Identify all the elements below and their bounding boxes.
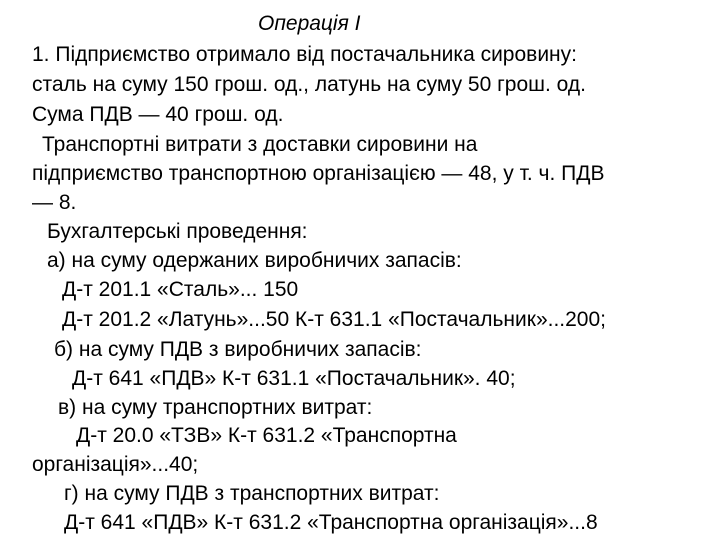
- text-line-16: г) на суму ПДВ з транспортних витрат:: [64, 482, 440, 505]
- text-line-15: організація»...40;: [32, 453, 199, 476]
- text-line-3: Сума ПДВ — 40 грош. од.: [32, 103, 284, 126]
- text-line-2: сталь на суму 150 грош. од., латунь на суму 50 грош. од.: [32, 73, 586, 96]
- text-line-13: в) на суму транспортних витрат:: [58, 396, 373, 419]
- text-line-12: Д-т 641 «ПДВ» К-т 631.1 «Постачальник». 40;: [72, 367, 516, 390]
- text-line-5: підприємство транспортною організацією — 48, у т. ч. ПДВ: [32, 162, 605, 185]
- text-line-10: Д-т 201.2 «Латунь»...50 К-т 631.1 «Постачальник»...200;: [62, 308, 607, 331]
- text-line-4: Транспортні витрати з доставки сировини на: [42, 133, 478, 156]
- text-line-11: б) на суму ПДВ з виробничих запасів:: [54, 338, 422, 361]
- text-line-8: а) на суму одержаних виробничих запасів:: [47, 249, 462, 272]
- text-line-1: 1. Підприємство отримало від постачальника сировину:: [32, 43, 577, 66]
- text-line-14: Д-т 20.0 «ТЗВ» К-т 631.2 «Транспортна: [76, 424, 457, 447]
- text-line-6: — 8.: [32, 191, 77, 214]
- text-line-7: Бухгалтерські проведення:: [47, 220, 308, 243]
- operation-title: Операція І: [258, 12, 361, 35]
- text-line-9: Д-т 201.1 «Сталь»... 150: [62, 278, 299, 301]
- text-line-17: Д-т 641 «ПДВ» К-т 631.2 «Транспортна організація»...8: [64, 511, 598, 534]
